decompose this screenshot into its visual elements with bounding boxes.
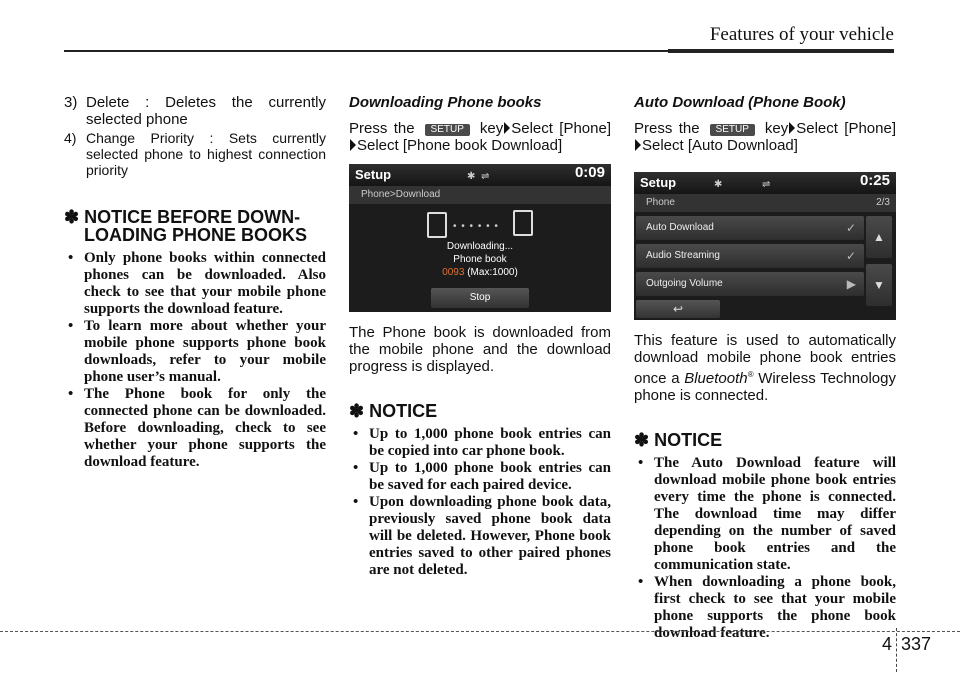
body-post: Wireless Technology phone is connected. xyxy=(634,370,896,404)
status-line1: Downloading... xyxy=(446,241,514,252)
notice-star-icon: ✽ xyxy=(634,430,650,450)
bluetooth-icon: ✱ xyxy=(714,179,723,190)
instr-press: Press the xyxy=(349,120,415,137)
phonebook-icon xyxy=(513,210,533,236)
body-text: The Phone book is downloaded from the mobile phone and the download progress is displayed. xyxy=(349,324,611,375)
instr-key: key xyxy=(764,120,789,137)
section-heading: Auto Download (Phone Book) xyxy=(634,94,846,111)
instr-select-auto-download: Select [Auto Download] xyxy=(642,137,798,154)
download-screen xyxy=(349,164,611,312)
instruction xyxy=(349,120,611,154)
page-number: 337 xyxy=(901,634,932,654)
arrow-right-icon xyxy=(789,122,795,134)
check-icon: ✓ xyxy=(845,249,856,263)
arrow-up-icon: ▲ xyxy=(873,230,885,244)
progress-dots: • • • • • • xyxy=(453,221,499,232)
bullet-item: • The Phone book for only the connected phone can be downloaded. Before downloading, check to see whether your phone supports the download feature. xyxy=(64,386,326,471)
notice-bullets xyxy=(64,250,326,471)
notice-star-icon: ✽ xyxy=(64,207,80,227)
usb-icon: ⇌ xyxy=(481,171,490,182)
section-heading: Downloading Phone books xyxy=(349,94,542,111)
column-middle xyxy=(349,94,611,579)
arrow-right-icon xyxy=(504,122,510,134)
usb-icon: ⇌ xyxy=(762,179,771,190)
bluetooth-icon: ✱ xyxy=(467,171,476,182)
download-count: 0093 xyxy=(442,267,465,278)
list-item xyxy=(64,94,326,128)
header-rule-accent xyxy=(668,49,894,53)
screen-title: Setup xyxy=(355,167,392,182)
bullet-item: • When downloading a phone book, first check to see that your mobile phone supports the phone book download feature. xyxy=(634,574,896,642)
bullet-item: • Upon downloading phone book data, previously saved phone book data will be deleted. However, Phone book entries saved to other paired phones are not deleted. xyxy=(349,494,611,579)
notice-heading xyxy=(634,431,896,449)
download-max: (Max:1000) xyxy=(467,267,518,278)
status-line2: Phone book xyxy=(453,254,507,265)
registered-mark: ® xyxy=(747,370,754,379)
arrow-down-icon: ▼ xyxy=(873,278,885,292)
menu-item-outgoing-volume[interactable] xyxy=(636,272,864,296)
bluetooth-brand: Bluetooth xyxy=(684,370,748,387)
header-title: Features of your vehicle xyxy=(709,24,894,45)
phone-icon xyxy=(427,212,447,238)
back-arrow-icon: ↩ xyxy=(672,302,684,316)
menu-item-auto-download[interactable] xyxy=(636,216,864,240)
item-text: Change Priority : Sets currently selected phone to highest connection priority xyxy=(86,130,326,178)
menu-item-label: Audio Streaming xyxy=(646,250,720,261)
menu-item-audio-streaming[interactable] xyxy=(636,244,864,268)
notice-heading xyxy=(64,208,326,244)
download-status xyxy=(349,240,611,279)
list-item xyxy=(64,130,326,178)
screen-path: Phone>Download xyxy=(349,186,611,204)
scroll-up-button[interactable] xyxy=(866,216,892,258)
chapter-number: 4 xyxy=(882,634,893,654)
body-pre: This feature is used to automatically download mobile phone book entries once a xyxy=(634,332,896,387)
phone-setup-screen xyxy=(634,172,896,320)
stop-button[interactable]: Stop xyxy=(431,288,529,308)
back-button[interactable] xyxy=(636,300,720,318)
arrow-right-icon xyxy=(635,139,641,151)
item-text: Delete : Deletes the currently selected phone xyxy=(86,94,326,128)
scroll-down-button[interactable] xyxy=(866,264,892,306)
column-left xyxy=(64,94,326,471)
body-text xyxy=(634,332,896,404)
footer-rule xyxy=(0,631,960,632)
instr-key: key xyxy=(479,120,504,137)
page-number-separator xyxy=(896,628,898,672)
notice-star-icon: ✽ xyxy=(349,401,365,421)
screen-time: 0:25 xyxy=(859,172,890,189)
notice-title-line2: LOADING PHONE BOOKS xyxy=(84,225,308,245)
bullet-item: • Up to 1,000 phone book entries can be saved for each paired device. xyxy=(349,460,611,494)
arrow-right-icon xyxy=(350,139,356,151)
instr-select-phone: Select [Phone] xyxy=(796,120,896,137)
screen-title: Setup xyxy=(640,175,677,190)
status-count-line xyxy=(349,266,611,279)
setup-key-icon: SETUP xyxy=(710,124,755,136)
bullet-item: • To learn more about whether your mobile phone supports phone book downloads, refer to your mobile phone user’s manual. xyxy=(64,318,326,386)
screen-path-label: Phone xyxy=(646,197,675,208)
instr-press: Press the xyxy=(634,120,700,137)
notice-title: NOTICE xyxy=(369,401,438,421)
notice-title-line1: NOTICE BEFORE DOWN- xyxy=(84,207,301,227)
instr-select-phone: Select [Phone] xyxy=(511,120,611,137)
bullet-item: • Only phone books within connected phones can be downloaded. Also check to see that your mobile phone supports the download feature. xyxy=(64,250,326,318)
menu-item-label: Outgoing Volume xyxy=(646,278,723,289)
notice-bullets xyxy=(634,455,896,642)
check-icon: ✓ xyxy=(845,221,856,235)
notice-bullets xyxy=(349,426,611,579)
item-number: 3) xyxy=(64,94,78,111)
screen-time: 0:09 xyxy=(574,164,605,181)
instruction xyxy=(634,120,896,154)
setup-key-icon: SETUP xyxy=(425,124,470,136)
notice-heading xyxy=(349,402,611,420)
page-indicator: 2/3 xyxy=(876,197,890,208)
menu-item-label: Auto Download xyxy=(646,222,714,233)
bullet-item: • The Auto Download feature will download mobile phone book entries every time the phone is connected. The download time may differ depending on the number of saved phone book entries and the communication state. xyxy=(634,455,896,574)
arrow-right-icon: ▶ xyxy=(846,277,856,291)
instr-select-download: Select [Phone book Download] xyxy=(357,137,563,154)
notice-title: NOTICE xyxy=(654,430,723,450)
item-number: 4) xyxy=(64,130,77,146)
bullet-item: • Up to 1,000 phone book entries can be copied into car phone book. xyxy=(349,426,611,460)
screen-path xyxy=(634,194,896,212)
column-right xyxy=(634,94,896,642)
